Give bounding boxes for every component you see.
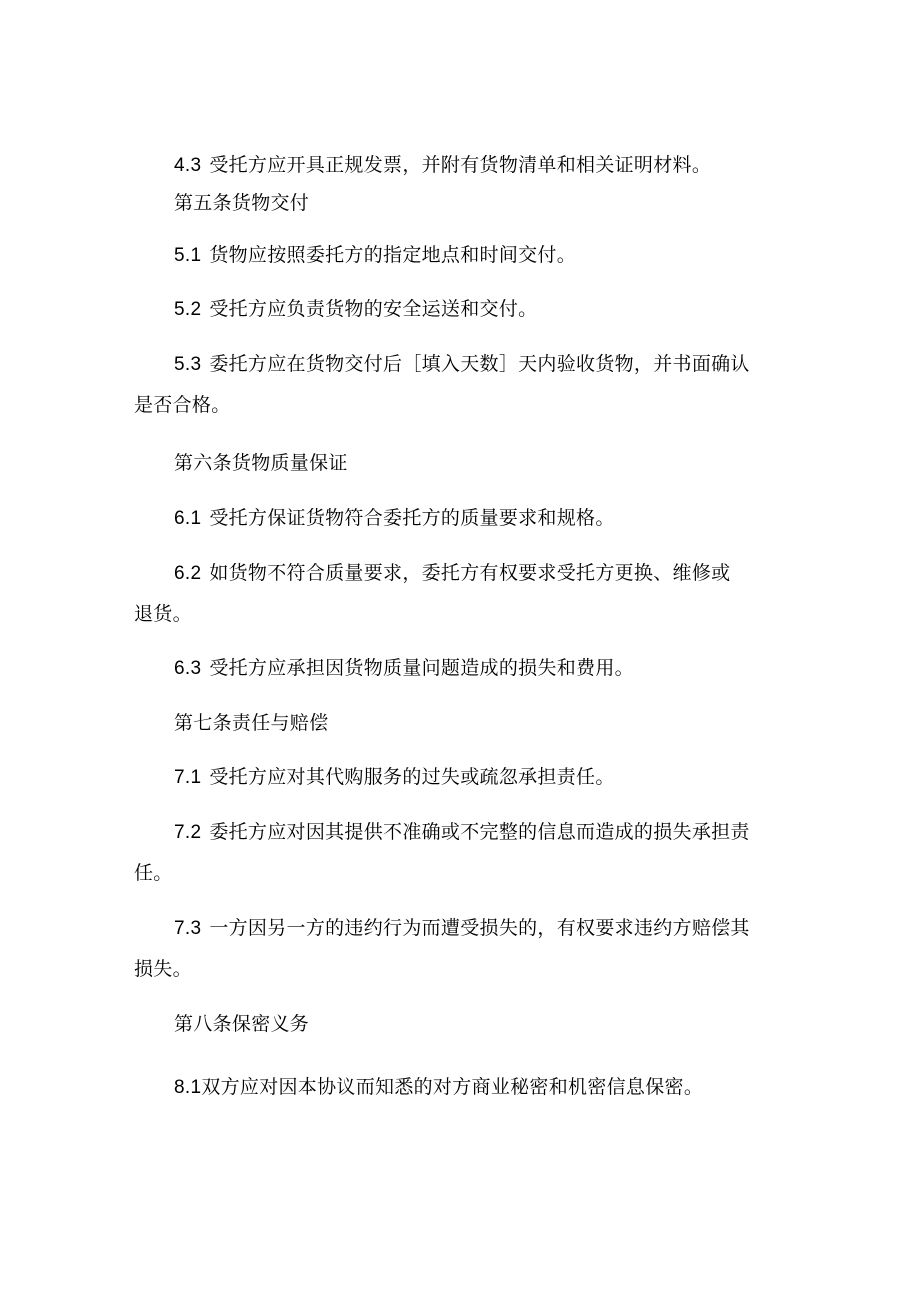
- clause-number: 7.2: [174, 822, 202, 843]
- clause-text: 受托方应开具正规发票，并附有货物清单和相关证明材料。: [209, 154, 712, 176]
- clause-number: 7.3: [174, 918, 202, 939]
- article-8-heading: 第八条保密义务: [174, 1013, 310, 1035]
- clause-number: 5.3: [174, 354, 202, 375]
- clause-5-3: [174, 352, 750, 377]
- clause-number: 5.1: [174, 245, 202, 266]
- clause-text: 受托方应负责货物的安全运送和交付。: [209, 298, 538, 320]
- clause-number: 5.2: [174, 299, 202, 320]
- clause-6-3: [174, 656, 634, 681]
- article-5-heading: 第五条货物交付: [174, 192, 310, 214]
- clause-number: 8.1: [174, 1077, 202, 1098]
- clause-5-2: [174, 297, 537, 322]
- clause-number: 6.3: [174, 658, 202, 679]
- clause-5-1: [174, 243, 576, 268]
- clause-text: 受托方应承担因货物质量问题造成的损失和费用。: [209, 657, 634, 679]
- clause-7-1: [174, 765, 615, 790]
- clause-7-3-continued: 损失。: [134, 958, 192, 980]
- clause-6-2-continued: 退货。: [134, 603, 192, 625]
- clause-5-3-continued: 是否合格。: [134, 394, 231, 416]
- clause-7-2-continued: 任。: [134, 862, 173, 884]
- clause-text: 委托方应在货物交付后［填入天数］天内验收货物，并书面确认: [209, 353, 750, 375]
- clause-number: 6.1: [174, 508, 202, 529]
- article-6-heading: 第六条货物质量保证: [174, 452, 348, 474]
- clause-7-2: [174, 820, 750, 845]
- clause-number: 7.1: [174, 767, 202, 788]
- clause-text: 委托方应对因其提供不准确或不完整的信息而造成的损失承担责: [209, 821, 750, 843]
- clause-text: 货物应按照委托方的指定地点和时间交付。: [209, 244, 577, 266]
- clause-7-3: [174, 916, 750, 941]
- article-7-heading: 第七条责任与赔偿: [174, 712, 329, 734]
- clause-text: 如货物不符合质量要求，委托方有权要求受托方更换、维修或: [209, 562, 731, 584]
- clause-text: 受托方保证货物符合委托方的质量要求和规格。: [209, 507, 615, 529]
- clause-text: 受托方应对其代购服务的过失或疏忽承担责任。: [209, 766, 615, 788]
- clause-6-2: [174, 561, 730, 586]
- clause-6-1: [174, 506, 615, 531]
- clause-8-1: [174, 1075, 703, 1100]
- clause-number: 4.3: [174, 155, 202, 176]
- clause-text: 一方因另一方的违约行为而遭受损失的，有权要求违约方赔偿其: [209, 917, 750, 939]
- clause-number: 6.2: [174, 563, 202, 584]
- clause-4-3: [174, 153, 711, 178]
- clause-text: 双方应对因本协议而知悉的对方商业秘密和机密信息保密。: [201, 1076, 704, 1098]
